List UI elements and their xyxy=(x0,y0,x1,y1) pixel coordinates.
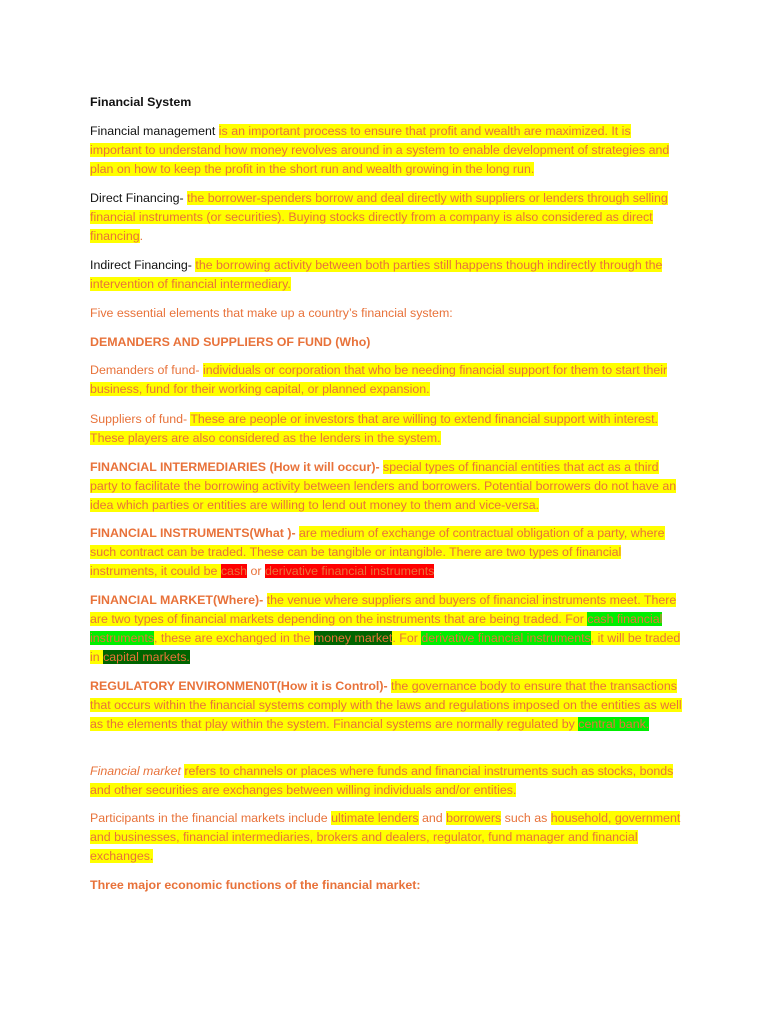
paragraph-financial-market-definition xyxy=(90,762,682,800)
term-suppliers: Suppliers of fund- xyxy=(90,412,191,426)
title-text: Financial System xyxy=(90,95,192,109)
text-for: . For xyxy=(392,631,422,645)
highlight-cash-instruments: cash financial instruments xyxy=(90,612,663,645)
term-financial-management: Financial management xyxy=(90,124,219,138)
definition-text: the venue where suppliers and buyers of financial instruments meet. There are two types of financial markets depending on the instruments that are being traded. For xyxy=(90,593,677,626)
definition-text: the borrower-spenders borrow and deal directly with suppliers or lenders through selling financial instruments (or securities). Buying stocks directly from a company is also considered as direct financing xyxy=(90,191,668,243)
term-financial-intermediaries: FINANCIAL INTERMEDIARIES (How it will occur)- xyxy=(90,460,384,474)
highlight-ultimate-lenders: ultimate lenders xyxy=(331,811,419,825)
heading-three-functions xyxy=(90,876,682,895)
document-title xyxy=(90,93,682,112)
highlight-participants-list: household, government and businesses, financial intermediaries, brokers and dealers, regulator, fund manager and financial exchanges. xyxy=(90,811,681,863)
definition-text: These are people or investors that are willing to extend financial support with interest. These players are also considered as the lenders in the system. xyxy=(90,412,658,445)
connector-and: and xyxy=(418,811,447,825)
text-traded-in: , it will be traded in xyxy=(90,631,681,664)
highlight-cash: cash xyxy=(220,564,248,578)
definition-text: special types of financial entities that act as a third party to facilitate the borrowing activity between lenders and borrowers. Potential borrowers do not have an idea which parties or entities are willing to lend out money to them and vice-versa. xyxy=(90,460,677,512)
paragraph-participants xyxy=(90,809,682,866)
heading-text: Three major economic functions of the financial market: xyxy=(90,878,421,892)
definition-text: is an important process to ensure that profit and wealth are maximized. It is important to understand how money revolves around in a system to enable development of strategies and plan on how to keep the profit in the short run and wealth growing in the long run. xyxy=(90,124,670,176)
trailing-text: . xyxy=(139,229,144,243)
connector-such-as: such as xyxy=(501,811,551,825)
term-financial-instruments: FINANCIAL INSTRUMENTS(What )- xyxy=(90,526,300,540)
paragraph-financial-management xyxy=(90,122,682,179)
definition-text: the borrowing activity between both parties still happens though indirectly through the intervention of financial intermediary. xyxy=(90,258,663,291)
paragraph-five-elements xyxy=(90,304,682,323)
paragraph-financial-instruments xyxy=(90,524,682,581)
heading-demanders-suppliers xyxy=(90,333,682,352)
text-exchanged: , these are exchanged in the xyxy=(154,631,314,645)
term-direct-financing: Direct Financing- xyxy=(90,191,188,205)
term-indirect-financing: Indirect Financing- xyxy=(90,258,196,272)
paragraph-demanders xyxy=(90,361,682,399)
participants-intro: Participants in the financial markets include xyxy=(90,811,332,825)
definition-text: the governance body to ensure that the transactions that occurs within the financial systems comply with the laws and regulations imposed on the entities as well as the elements that play within the system. Financial systems are normally regulated by xyxy=(90,679,682,731)
highlight-derivative-instruments: derivative financial instruments xyxy=(421,631,591,645)
definition-text: individuals or corporation that who be needing financial support for them to start their business, fund for their working capital, or planned expansion. xyxy=(90,363,668,396)
definition-text: are medium of exchange of contractual obligation of a party, where such contract can be traded. These can be tangible or intangible. There are two types of financial instruments, it could be xyxy=(90,526,665,578)
definition-text: refers to channels or places where funds and financial instruments such as stocks, bonds and other securities are exchanges between willing individuals and/or entities. xyxy=(90,764,674,797)
heading-text: DEMANDERS AND SUPPLIERS OF FUND (Who) xyxy=(90,335,371,349)
term-regulatory-environment: REGULATORY ENVIRONMEN0T(How it is Control)- xyxy=(90,679,392,693)
term-financial-market-italic: Financial market xyxy=(90,764,181,778)
paragraph-suppliers xyxy=(90,410,682,448)
highlight-capital-markets: capital markets. xyxy=(103,650,190,664)
term-financial-market: FINANCIAL MARKET(Where)- xyxy=(90,593,267,607)
paragraph-regulatory-environment xyxy=(90,677,682,734)
five-elements-text: Five essential elements that make up a country’s financial system: xyxy=(90,306,453,320)
highlight-derivative: derivative financial instruments xyxy=(264,564,435,578)
paragraph-indirect-financing xyxy=(90,256,682,294)
highlight-central-bank: central bank. xyxy=(578,717,650,731)
paragraph-financial-intermediaries xyxy=(90,458,682,515)
paragraph-financial-market xyxy=(90,591,682,667)
highlight-borrowers: borrowers xyxy=(446,811,502,825)
paragraph-direct-financing xyxy=(90,189,682,246)
highlight-money-market: money market xyxy=(313,631,393,645)
connector-text: or xyxy=(247,564,265,578)
term-demanders: Demanders of fund- xyxy=(90,363,203,377)
